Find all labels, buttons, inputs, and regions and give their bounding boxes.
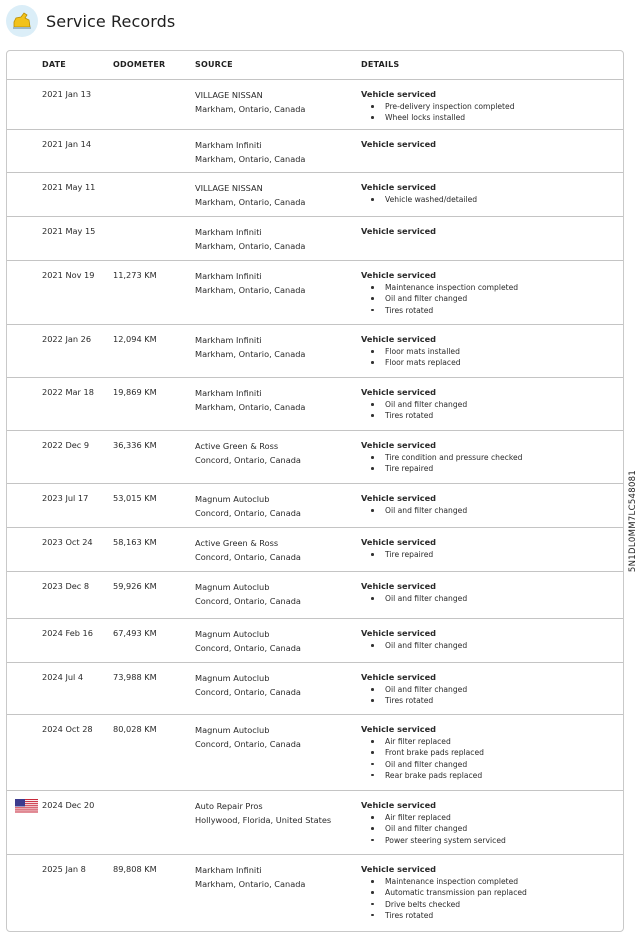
detail-item: Maintenance inspection completed	[385, 282, 616, 293]
table-row	[7, 572, 623, 619]
row-date: 2021 Nov 19	[42, 270, 95, 280]
row-source	[195, 799, 331, 827]
row-date: 2022 Dec 9	[42, 440, 90, 450]
details-list	[385, 399, 616, 422]
details-list	[385, 194, 616, 205]
source-location: Markham, Ontario, Canada	[195, 241, 306, 251]
detail-item: Oil and filter changed	[385, 399, 616, 410]
table-row	[7, 484, 623, 528]
row-odometer: 58,163 KM	[113, 537, 157, 547]
row-source	[195, 138, 305, 166]
row-details	[361, 386, 616, 422]
row-odometer: 89,808 KM	[113, 864, 157, 874]
row-source	[195, 580, 301, 608]
detail-item: Rear brake pads replaced	[385, 770, 616, 781]
row-source	[195, 863, 305, 891]
source-name: Magnum Autoclub	[195, 725, 270, 735]
column-header-odometer: ODOMETER	[113, 60, 166, 69]
details-title: Vehicle serviced	[361, 334, 437, 344]
details-list	[385, 736, 616, 781]
column-header-source: SOURCE	[195, 60, 233, 69]
row-details	[361, 799, 616, 846]
source-location: Concord, Ontario, Canada	[195, 552, 301, 562]
source-location: Concord, Ontario, Canada	[195, 739, 301, 749]
row-date: 2023 Oct 24	[42, 537, 93, 547]
source-location: Markham, Ontario, Canada	[195, 104, 306, 114]
detail-item: Tires rotated	[385, 410, 616, 421]
row-source	[195, 181, 305, 209]
detail-item: Tire repaired	[385, 463, 616, 474]
table-row	[7, 619, 623, 663]
row-details	[361, 181, 616, 205]
row-details	[361, 492, 616, 516]
row-source	[195, 723, 301, 751]
detail-item: Wheel locks installed	[385, 112, 616, 123]
source-name: Markham Infiniti	[195, 271, 262, 281]
row-details	[361, 723, 616, 781]
table-row	[7, 217, 623, 261]
detail-item: Tires rotated	[385, 695, 616, 706]
page-title: Service Records	[46, 11, 176, 31]
source-name: Active Green & Ross	[195, 441, 279, 451]
table-row	[7, 528, 623, 572]
source-location: Markham, Ontario, Canada	[195, 154, 306, 164]
row-odometer: 11,273 KM	[113, 270, 157, 280]
details-title: Vehicle serviced	[361, 493, 437, 503]
row-date: 2022 Mar 18	[42, 387, 94, 397]
source-name: Markham Infiniti	[195, 388, 262, 398]
row-date: 2024 Oct 28	[42, 724, 93, 734]
details-title: Vehicle serviced	[361, 800, 437, 810]
source-name: Magnum Autoclub	[195, 629, 270, 639]
row-date: 2021 May 11	[42, 182, 96, 192]
table-header	[7, 51, 623, 80]
row-odometer: 19,869 KM	[113, 387, 157, 397]
row-date: 2025 Jan 8	[42, 864, 86, 874]
details-list	[385, 549, 616, 560]
details-list	[385, 505, 616, 516]
details-title: Vehicle serviced	[361, 581, 437, 591]
row-date: 2021 Jan 13	[42, 89, 92, 99]
details-title: Vehicle serviced	[361, 440, 437, 450]
detail-item: Maintenance inspection completed	[385, 876, 616, 887]
row-odometer: 59,926 KM	[113, 581, 157, 591]
vin-label: 5N1DL0MM7LC548081	[628, 469, 638, 573]
detail-item: Oil and filter changed	[385, 684, 616, 695]
detail-item: Air filter replaced	[385, 736, 616, 747]
source-name: Magnum Autoclub	[195, 494, 270, 504]
row-details	[361, 863, 616, 921]
source-location: Concord, Ontario, Canada	[195, 596, 301, 606]
source-name: Markham Infiniti	[195, 865, 262, 875]
source-location: Markham, Ontario, Canada	[195, 879, 306, 889]
row-details	[361, 269, 616, 316]
column-header-details: DETAILS	[361, 60, 400, 69]
source-name: Markham Infiniti	[195, 227, 262, 237]
details-list	[385, 640, 616, 651]
detail-item: Oil and filter changed	[385, 759, 616, 770]
table-row	[7, 261, 623, 325]
details-list	[385, 684, 616, 707]
row-source	[195, 627, 301, 655]
details-list	[385, 101, 616, 124]
source-location: Markham, Ontario, Canada	[195, 402, 306, 412]
source-name: Markham Infiniti	[195, 140, 262, 150]
details-list	[385, 593, 616, 604]
detail-item: Power steering system serviced	[385, 835, 616, 846]
detail-item: Tires rotated	[385, 910, 616, 921]
source-name: Active Green & Ross	[195, 538, 279, 548]
detail-item: Oil and filter changed	[385, 640, 616, 651]
source-location: Markham, Ontario, Canada	[195, 349, 306, 359]
row-source	[195, 536, 301, 564]
details-title: Vehicle serviced	[361, 628, 437, 638]
row-source	[195, 333, 305, 361]
table-row	[7, 80, 623, 130]
detail-item: Tire repaired	[385, 549, 616, 560]
detail-item: Air filter replaced	[385, 812, 616, 823]
row-date: 2024 Dec 20	[42, 800, 95, 810]
detail-item: Pre-delivery inspection completed	[385, 101, 616, 112]
table-row	[7, 791, 623, 855]
table-row	[7, 855, 623, 930]
row-odometer: 12,094 KM	[113, 334, 157, 344]
source-name: Auto Repair Pros	[195, 801, 263, 811]
row-details	[361, 671, 616, 707]
details-title: Vehicle serviced	[361, 387, 437, 397]
detail-item: Floor mats replaced	[385, 357, 616, 368]
row-source	[195, 439, 301, 467]
detail-item: Automatic transmission pan replaced	[385, 887, 616, 898]
details-title: Vehicle serviced	[361, 537, 437, 547]
row-details	[361, 333, 616, 369]
car-icon	[6, 5, 38, 37]
source-location: Concord, Ontario, Canada	[195, 687, 301, 697]
row-odometer: 53,015 KM	[113, 493, 157, 503]
row-source	[195, 386, 305, 414]
source-name: Magnum Autoclub	[195, 582, 270, 592]
detail-item: Oil and filter changed	[385, 823, 616, 834]
row-source	[195, 671, 301, 699]
row-details	[361, 225, 616, 238]
row-date: 2022 Jan 26	[42, 334, 92, 344]
details-title: Vehicle serviced	[361, 724, 437, 734]
row-date: 2021 May 15	[42, 226, 96, 236]
details-list	[385, 452, 616, 475]
row-odometer: 73,988 KM	[113, 672, 157, 682]
detail-item: Vehicle washed/detailed	[385, 194, 616, 205]
details-list	[385, 346, 616, 369]
row-details	[361, 536, 616, 560]
row-details	[361, 580, 616, 604]
row-date: 2021 Jan 14	[42, 139, 92, 149]
detail-item: Oil and filter changed	[385, 505, 616, 516]
source-location: Concord, Ontario, Canada	[195, 508, 301, 518]
details-list	[385, 282, 616, 316]
details-title: Vehicle serviced	[361, 672, 437, 682]
table-row	[7, 378, 623, 431]
row-details	[361, 88, 616, 124]
row-details	[361, 627, 616, 651]
service-records-table	[6, 50, 624, 932]
table-body	[7, 80, 623, 930]
source-location: Concord, Ontario, Canada	[195, 455, 301, 465]
row-odometer: 67,493 KM	[113, 628, 157, 638]
table-row	[7, 325, 623, 378]
row-date: 2023 Jul 17	[42, 493, 89, 503]
details-title: Vehicle serviced	[361, 89, 437, 99]
column-header-date: DATE	[42, 60, 66, 69]
details-title: Vehicle serviced	[361, 226, 437, 236]
source-location: Concord, Ontario, Canada	[195, 643, 301, 653]
row-odometer: 80,028 KM	[113, 724, 157, 734]
row-source	[195, 492, 301, 520]
detail-item: Oil and filter changed	[385, 593, 616, 604]
source-name: VILLAGE NISSAN	[195, 90, 263, 100]
source-name: Magnum Autoclub	[195, 673, 270, 683]
source-name: Markham Infiniti	[195, 335, 262, 345]
row-date: 2024 Jul 4	[42, 672, 84, 682]
row-date: 2024 Feb 16	[42, 628, 93, 638]
detail-item: Oil and filter changed	[385, 293, 616, 304]
detail-item: Floor mats installed	[385, 346, 616, 357]
row-source	[195, 225, 305, 253]
details-title: Vehicle serviced	[361, 270, 437, 280]
us-flag-icon	[15, 799, 38, 813]
table-row	[7, 130, 623, 173]
page-header	[6, 4, 175, 38]
details-title: Vehicle serviced	[361, 182, 437, 192]
row-date: 2023 Dec 8	[42, 581, 90, 591]
source-location: Hollywood, Florida, United States	[195, 815, 332, 825]
details-list	[385, 812, 616, 846]
table-row	[7, 173, 623, 217]
details-title: Vehicle serviced	[361, 139, 437, 149]
row-source	[195, 269, 305, 297]
detail-item: Drive belts checked	[385, 899, 616, 910]
row-details	[361, 439, 616, 475]
source-location: Markham, Ontario, Canada	[195, 285, 306, 295]
row-source	[195, 88, 305, 116]
row-details	[361, 138, 616, 151]
table-row	[7, 715, 623, 791]
details-list	[385, 876, 616, 921]
detail-item: Tire condition and pressure checked	[385, 452, 616, 463]
detail-item: Front brake pads replaced	[385, 747, 616, 758]
source-location: Markham, Ontario, Canada	[195, 197, 306, 207]
source-name: VILLAGE NISSAN	[195, 183, 263, 193]
row-odometer: 36,336 KM	[113, 440, 157, 450]
table-row	[7, 663, 623, 715]
detail-item: Tires rotated	[385, 305, 616, 316]
table-row	[7, 431, 623, 484]
details-title: Vehicle serviced	[361, 864, 437, 874]
